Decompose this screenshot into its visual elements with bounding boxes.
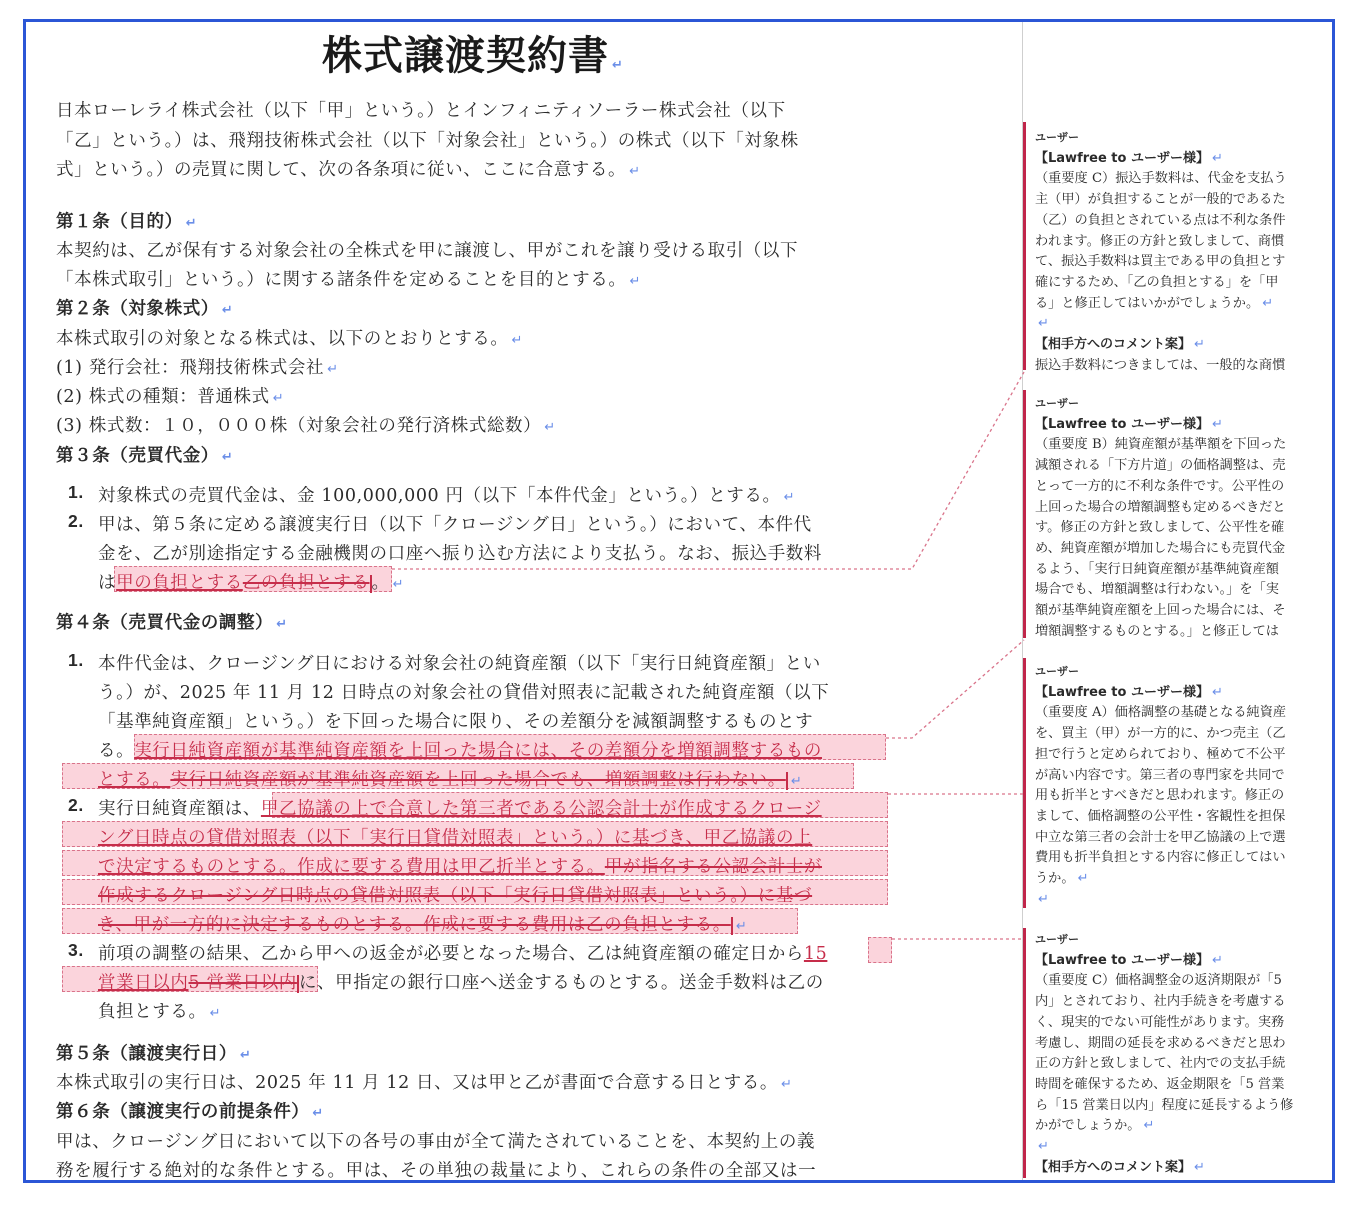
paragraph-mark-icon: ↵: [544, 420, 556, 435]
comment-line: く、現実的でない可能性があります。実務: [1035, 1014, 1285, 1030]
text-cursor: [731, 917, 733, 935]
comment-author: ユーザー: [1035, 933, 1079, 946]
article-heading: 第４条（売買代金の調整） ↵: [56, 613, 288, 633]
deleted-text[interactable]: 乙の負担とする: [242, 573, 370, 593]
comment-line: 担で行うと定められており、極めて不公平: [1035, 746, 1286, 762]
paragraph-mark-icon: ↵: [629, 274, 641, 289]
list-number: 2.: [68, 511, 84, 531]
paragraph-mark-icon: ↵: [780, 1077, 793, 1092]
list-item: は甲の負担とする乙の負担とする 。 ↵: [98, 573, 405, 593]
comment-bar: [1023, 122, 1026, 370]
comment-line: 時間を確保するため、返金期限を「5 営業: [1035, 1076, 1285, 1092]
paragraph-mark-icon: ↵: [1194, 337, 1205, 353]
inserted-text[interactable]: 15: [803, 944, 828, 964]
list-item: (3) 株式数：１０，０００株（対象会社の発行済株式総数） ↵: [56, 416, 556, 436]
paragraph-mark-icon: ↵: [240, 1048, 252, 1063]
inserted-text[interactable]: 甲乙協議の上で合意した第三者である公認会計士が作成するクロージ: [260, 799, 822, 819]
comment-line: め、純資産額が増加した場合にも売買代金: [1035, 540, 1286, 556]
comment-line: [1035, 890, 1335, 911]
comment-line: 増額調整するものとする。」と修正しては: [1035, 623, 1279, 639]
deleted-text[interactable]: 5 営業日以内: [188, 973, 297, 993]
article-heading: 第２条（対象株式） ↵: [56, 299, 234, 319]
deleted-text[interactable]: 作成するクロージング日時点の貸借対照表（以下「実行日貸借対照表」という。）に基づ: [98, 886, 813, 906]
paragraph-mark-icon: ↵: [221, 303, 234, 318]
comment-line: [1035, 1137, 1335, 1158]
list-item: [98, 911, 747, 936]
paragraph-mark-icon: ↵: [629, 164, 641, 179]
list-item: 営業日以内5 営業日以内 に、甲指定の銀行口座へ送金するものとする。送金手数料は乙の: [98, 973, 824, 993]
paragraph-mark-icon: ↵: [1143, 1118, 1155, 1134]
comment-line: 場合でも、増額調整は行わない。」を「実: [1035, 582, 1279, 598]
comment-line: 用も折半とすべきだと思われます。修正の: [1035, 788, 1285, 804]
list-item: 本件代金は、クロージング日における対象会社の純資産額（以下「実行日純資産額」とい: [98, 654, 821, 674]
deleted-text[interactable]: 実行日純資産額が基準純資産額を上回った場合でも、増額調整は行わない。: [170, 770, 786, 790]
paragraph-mark-icon: ↵: [272, 391, 285, 406]
list-item: 甲は、第５条に定める譲渡実行日（以下「クロージング日」という。）において、本件代: [98, 515, 812, 535]
deleted-text[interactable]: 甲が指名する公認会計士が: [604, 857, 823, 877]
list-item: [98, 824, 812, 849]
comment-line: 正の方針と致しまして、社内での支払手続: [1035, 1056, 1286, 1072]
article-text: 本契約は、乙が保有する対象会社の全株式を甲に譲渡し、甲がこれを譲り受ける取引（以下: [56, 241, 799, 261]
paragraph-mark-icon: ↵: [511, 333, 523, 348]
list-item: [98, 766, 802, 791]
revision-highlight: [868, 937, 892, 963]
paragraph-mark-icon: ↵: [1038, 1139, 1049, 1155]
intro-line: 式」という。）の売買に関して、次の各条項に従い、ここに合意する。 ↵: [56, 160, 641, 180]
article-heading: 第１条（目的） ↵: [56, 212, 198, 232]
paragraph-mark-icon: ↵: [1077, 871, 1089, 887]
article-heading: 第６条（譲渡実行の前提条件） ↵: [56, 1102, 324, 1122]
comment-balloon[interactable]: [1035, 930, 1335, 1178]
comment-line: 主（甲）が負担することが一般的であるた: [1035, 192, 1286, 208]
inserted-text[interactable]: 営業日以内: [98, 973, 189, 993]
paragraph-mark-icon: ↵: [612, 58, 624, 73]
comment-line: す。修正の方針と致しまして、公平性を確: [1035, 520, 1285, 536]
comment-line: （重要度 C）振込手数料は、代金を支払う: [1035, 171, 1287, 187]
paragraph-mark-icon: ↵: [1211, 150, 1223, 166]
comment-bar: [1023, 928, 1026, 1178]
list-number: 1.: [68, 482, 84, 502]
comment-author: ユーザー: [1035, 131, 1079, 144]
comment-line: 【相手方へのコメント案】 ↵: [1035, 337, 1205, 353]
comment-line: 内」とされており、社内手続きを考慮する: [1035, 994, 1286, 1010]
article-heading: 第５条（譲渡実行日） ↵: [56, 1044, 252, 1064]
comment-line: [1035, 314, 1335, 335]
paragraph-mark-icon: ↵: [1038, 891, 1049, 907]
paragraph-mark-icon: ↵: [327, 362, 339, 377]
intro-line: 日本ローレライ株式会社（以下「甲」という。）とインフィニティソーラー株式会社（以下: [56, 101, 786, 121]
list-item: 「基準純資産額」という。）を下回った場合に限り、その差額分を減額調整するものとす: [98, 712, 814, 732]
paragraph-mark-icon: ↵: [1211, 416, 1223, 432]
comment-balloon[interactable]: [1035, 394, 1335, 642]
comment-author: ユーザー: [1035, 397, 1079, 410]
comment-line: るよう、「実行日純資産額が基準純資産額: [1035, 561, 1279, 577]
list-item: 前項の調整の結果、乙から甲への返金が必要となった場合、乙は純資産額の確定日から15: [98, 944, 828, 964]
article-text: 「本株式取引」という。）に関する諸条件を定めることを目的とする。 ↵: [56, 270, 641, 290]
comment-line: （乙）の負担とされている点は不利な条件: [1035, 212, 1286, 228]
paragraph-mark-icon: ↵: [221, 450, 234, 465]
comment-line: て、振込手数料は買主である甲の負担とす: [1035, 254, 1286, 270]
list-item: (2) 株式の種類：普通株式 ↵: [56, 387, 285, 407]
paragraph-mark-icon: ↵: [1211, 684, 1223, 700]
comment-author: ユーザー: [1035, 665, 1079, 678]
article-text: 本株式取引の実行日は、2025 年 11 月 12 日、又は甲と乙が書面で合意する日とする。 ↵: [56, 1073, 793, 1093]
comment-line: （重要度 A）価格調整の基礎となる純資産: [1035, 705, 1287, 721]
comment-line: 減額される「下方片道」の価格調整は、売: [1035, 458, 1286, 474]
list-item: 実行日純資産額は、甲乙協議の上で合意した第三者である公認会計士が作成するクロージ: [98, 799, 822, 819]
comment-line: われます。修正の方針と致しまして、商慣: [1035, 233, 1285, 249]
paragraph-mark-icon: ↵: [185, 216, 198, 231]
intro-line: 「乙」という。）は、飛翔技術株式会社（以下「対象会社」という。）の株式（以下「対象株: [56, 131, 799, 151]
document-window: [23, 19, 1335, 1183]
list-item: (1) 発行会社：飛翔技術株式会社 ↵: [56, 358, 339, 378]
paragraph-mark-icon: ↵: [735, 919, 748, 934]
comment-line: 中立な第三者の会計士を甲乙協議の上で選: [1035, 829, 1286, 845]
comment-line: ら「15 営業日以内」程度に延長するよう修: [1035, 1097, 1294, 1113]
comment-line: （重要度 C）価格調整金の返済期限が「5: [1035, 973, 1282, 989]
comment-line: 振込手数料につきましては、一般的な商慣: [1035, 357, 1286, 373]
comment-bar: [1023, 658, 1026, 908]
comment-line: かがでしょうか。 ↵: [1035, 1118, 1155, 1134]
paragraph-mark-icon: ↵: [1038, 316, 1049, 332]
comment-line: る」と修正してはいかがでしょうか。 ↵: [1035, 295, 1274, 311]
paragraph-mark-icon: ↵: [209, 1006, 222, 1021]
comment-line: 費用も折半負担とする内容に修正してはい: [1035, 850, 1286, 866]
comment-line: を、買主（甲）が一方的に、かつ売主（乙: [1035, 726, 1286, 742]
comment-balloon[interactable]: [1035, 662, 1335, 910]
comment-line: 考慮し、期間の延長を求めるべきだと思わ: [1035, 1035, 1286, 1051]
comment-header: 【Lawfree to ユーザー様】 ↵: [1035, 150, 1223, 166]
inserted-text[interactable]: 実行日純資産額が基準純資産額を上回った場合には、その差額分を増額調整するもの: [134, 741, 822, 761]
inserted-text[interactable]: で決定するものとする。作成に要する費用は甲乙折半とする。: [98, 857, 605, 877]
comment-line: （重要度 B）純資産額が基準額を下回った: [1035, 437, 1287, 453]
comment-line: とって一方的に不利な条件です。公平性の: [1035, 478, 1285, 494]
paragraph-mark-icon: ↵: [783, 490, 796, 505]
list-item: る。実行日純資産額が基準純資産額を上回った場合には、その差額分を増額調整するもの: [98, 741, 822, 761]
comment-header: 【Lawfree to ユーザー様】 ↵: [1035, 416, 1223, 432]
comment-header: 【Lawfree to ユーザー様】 ↵: [1035, 684, 1223, 700]
article-text: 甲は、クロージング日において以下の各号の事由が全て満たされていることを、本契約上の義: [56, 1132, 816, 1152]
list-item: 対象株式の売買代金は、金 100,000,000 円（以下「本件代金」という。）とする。 ↵: [98, 486, 796, 506]
list-item: 金を、乙が別途指定する金融機関の口座へ振り込む方法により支払う。なお、振込手数料: [98, 544, 822, 564]
list-number: 3.: [68, 940, 84, 960]
list-item: [98, 853, 822, 878]
list-item: 負担とする。 ↵: [98, 1002, 222, 1022]
document-page[interactable]: [26, 22, 1022, 1180]
paragraph-mark-icon: ↵: [1262, 295, 1274, 311]
comment-header: 【Lawfree to ユーザー様】 ↵: [1035, 952, 1223, 968]
paragraph-mark-icon: ↵: [1211, 952, 1223, 968]
paragraph-mark-icon: ↵: [392, 577, 405, 592]
comment-line: 確にするため、「乙の負担とする」を「甲: [1035, 274, 1279, 290]
list-number: 1.: [68, 650, 84, 670]
paragraph-mark-icon: ↵: [312, 1106, 324, 1121]
comment-line: 上回った場合の増額調整も定めるべきだと: [1035, 499, 1286, 515]
text-cursor: [786, 772, 788, 790]
inserted-text[interactable]: 甲の負担とする: [116, 573, 243, 593]
article-text: 務を履行する絶対的な条件とする。甲は、その単独の裁量により、これらの条件の全部又は一: [56, 1161, 817, 1180]
comment-line: うか。 ↵: [1035, 871, 1089, 887]
list-number: 2.: [68, 795, 84, 815]
deleted-text[interactable]: き、甲が一方的に決定するものとする。作成に要する費用は乙の負担とする。: [98, 915, 731, 935]
list-item: う。）が、2025 年 11 月 12 日時点の対象会社の貸借対照表に記載された純資産額（以下: [98, 683, 830, 703]
document-title: 株式譲渡契約書 ↵: [322, 32, 624, 79]
article-heading: 第３条（売買代金） ↵: [56, 446, 234, 466]
paragraph-mark-icon: ↵: [276, 617, 288, 632]
comment-line: 額が基準純資産額を上回った場合には、そ: [1035, 603, 1286, 619]
article-text: 本株式取引の対象となる株式は、以下のとおりとする。 ↵: [56, 329, 523, 349]
list-item: [98, 882, 812, 907]
comment-balloon[interactable]: [1035, 128, 1335, 376]
comment-line: まして、価格調整の公平性・客観性を担保: [1035, 808, 1286, 824]
inserted-text[interactable]: とする。: [98, 770, 171, 790]
comment-line: が高い内容です。第三者の専門家を共同で: [1035, 767, 1285, 783]
paragraph-mark-icon: ↵: [1194, 1159, 1205, 1175]
comment-pane[interactable]: [1023, 22, 1335, 1180]
paragraph-mark-icon: ↵: [790, 774, 803, 789]
comment-bar: [1023, 390, 1026, 638]
inserted-text[interactable]: ング日時点の貸借対照表（以下「実行日貸借対照表」という。）に基づき、甲乙協議の上: [98, 828, 813, 848]
comment-line: 【相手方へのコメント案】 ↵: [1035, 1159, 1205, 1175]
